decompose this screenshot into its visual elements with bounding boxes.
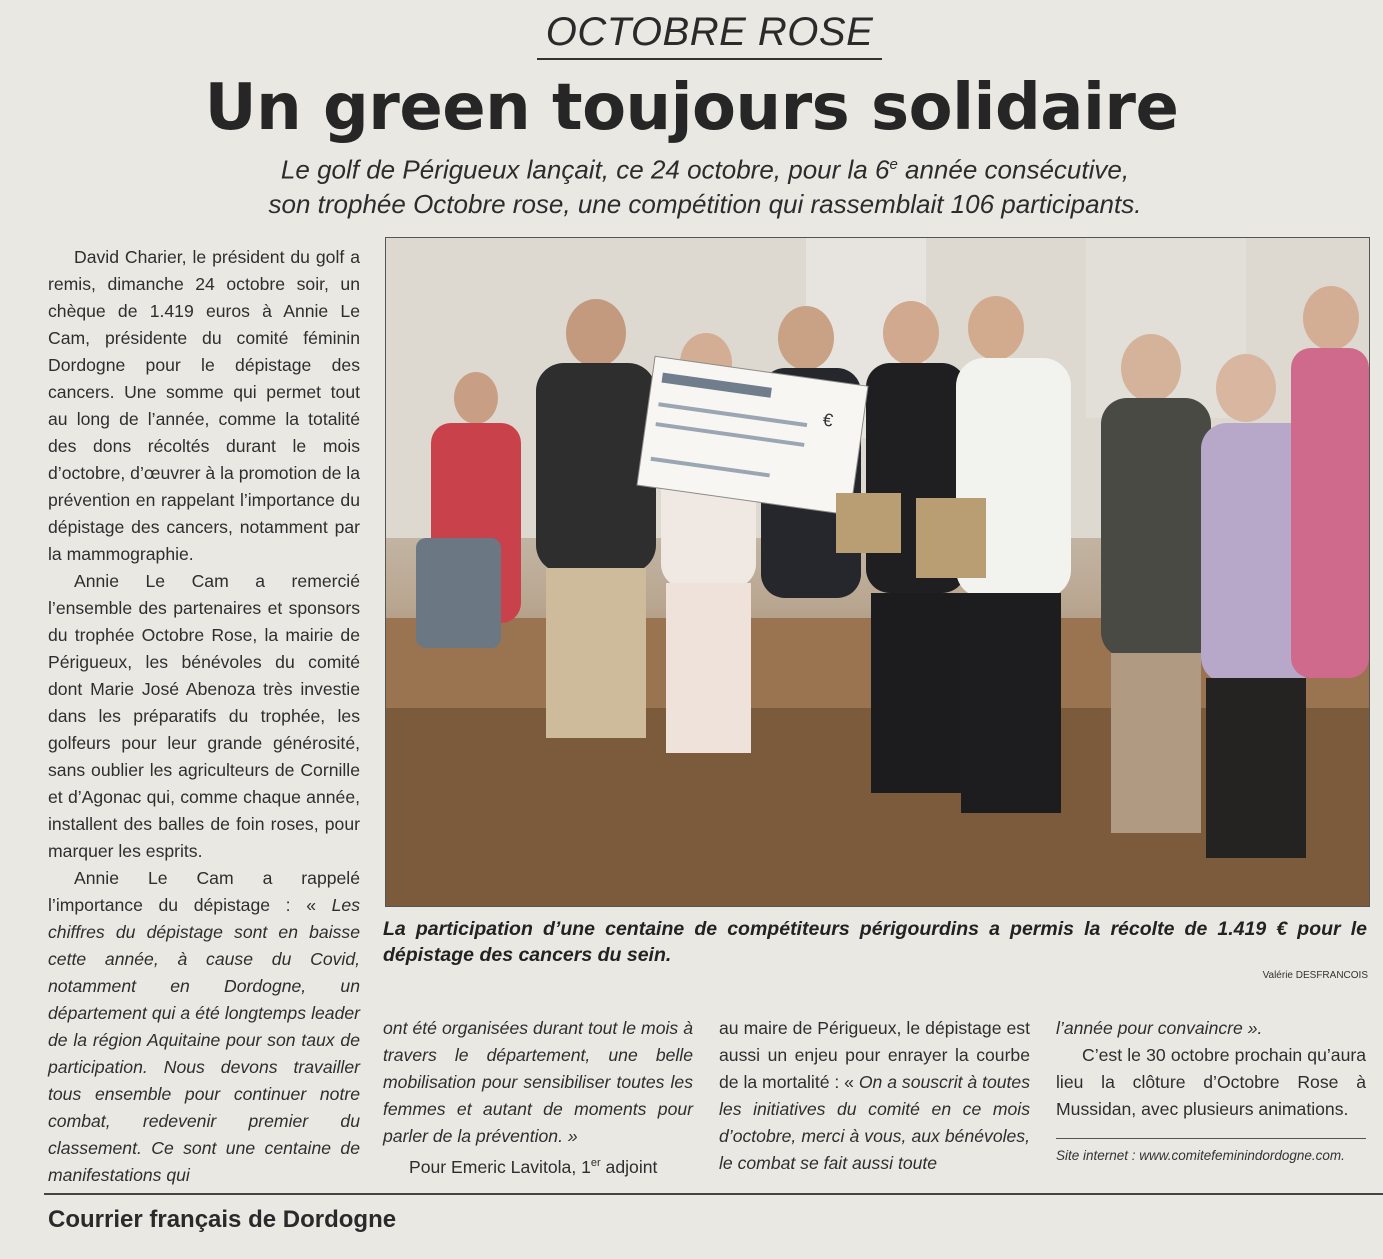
- paragraph-text: Annie Le Cam a rappelé l’importance du dépistage : «: [48, 868, 360, 915]
- paragraph: [383, 1015, 693, 1150]
- lead-line1-sup: e: [889, 156, 898, 173]
- paragraph: Annie Le Cam a remercié l’ensemble des partenaires et sponsors du trophée Octobre Rose, la mairie de Périgueux, les bénévoles du comité dont Marie José Abenoza très investie dans les préparatifs du trophée, les golfeurs pour leur grande générosité, sans oublier les agriculteurs de Cornille et d’Agonac qui, comme chaque année, installent des balles de foin roses, pour marquer les esprits.: [48, 571, 360, 861]
- lead-line1-a: Le golf de Périgueux lançait, ce 24 octobre, pour la 6: [280, 154, 890, 185]
- paragraph: [48, 865, 360, 1189]
- article-column-4: [1056, 1015, 1366, 1123]
- quote-text: ont été organisées durant tout le mois à travers le département, une belle mobilisation pour sensibiliser toutes les femmes et autant de moments pour parler de la prévention. »: [383, 1018, 693, 1146]
- publication-source: Courrier français de Dordogne: [48, 1206, 397, 1233]
- lead-line1-b: année consécutive,: [897, 154, 1130, 185]
- quote-text: Les chiffres du dépistage sont en baisse cette année, à cause du Covid, notamment en Dordogne, un département qui a été longtemps leader de la région Aquitaine pour son taux de participation. Nous devons travailler tous ensemble pour continuer notre combat, redevenir premier du classement. Ce sont une centaine de manifestations qui: [48, 895, 360, 1185]
- website-note: Site internet : www.comitefeminindordogne.com.: [1056, 1148, 1345, 1163]
- article-column-3: [719, 1015, 1030, 1177]
- quote-text: On a souscrit à toutes les initiatives du comité en ce mois d’octobre, merci à vous, aux bénévoles, le combat se fait aussi toute: [719, 1072, 1031, 1173]
- lead-line2: son trophée Octobre rose, une compétition qui rassemblait 106 participants.: [268, 188, 1142, 219]
- cheque-euro-sign: €: [821, 409, 835, 431]
- paragraph-text: au maire de Périgueux, le dépistage est aussi un enjeu pour enrayer la courbe de la mortalité : «: [719, 1018, 1030, 1092]
- paragraph-text: Pour Emeric Lavitola, 1: [409, 1156, 591, 1177]
- photo-credit: Valérie DESFRANCOIS: [1262, 970, 1368, 981]
- paragraph-text: adjoint: [600, 1156, 658, 1177]
- page-bottom-rule: [44, 1193, 1383, 1195]
- paragraph: C’est le 30 octobre prochain qu’aura lieu la clôture d’Octobre Rose à Mussidan, avec plusieurs animations.: [1056, 1045, 1366, 1119]
- photo-caption: La participation d’une centaine de compétiteurs périgourdins a permis la récolte de 1.419 € pour le dépistage des cancers du sein.: [383, 918, 1367, 966]
- quote-text: l’année pour convaincre ».: [1056, 1018, 1263, 1038]
- paragraph: [1056, 1015, 1366, 1042]
- column-rule: [1056, 1138, 1366, 1139]
- article-column-2: [383, 1015, 693, 1181]
- lead-paragraph: [150, 148, 1260, 221]
- ordinal-sup: er: [590, 1157, 601, 1169]
- article-photo: [385, 237, 1370, 907]
- paragraph: David Charier, le président du golf a remis, dimanche 24 octobre soir, un chèque de 1.419 euros à Annie Le Cam, présidente du comité féminin Dordogne pour le dépistage des cancers. Une somme qui permet tout au long de l’année, comme la totalité des dons récoltés durant le mois d’octobre, d’œuvrer à la promotion de la prévention en rappelant l’importance du dépistage des cancers, notamment par la mammographie.: [48, 247, 360, 564]
- photo-illustration: [386, 238, 1369, 906]
- headline: Un green toujours solidaire: [204, 71, 1179, 145]
- paragraph: [719, 1015, 1030, 1177]
- paragraph: [383, 1150, 693, 1181]
- section-kicker: OCTOBRE ROSE: [537, 8, 882, 60]
- article-column-1: [48, 244, 360, 1189]
